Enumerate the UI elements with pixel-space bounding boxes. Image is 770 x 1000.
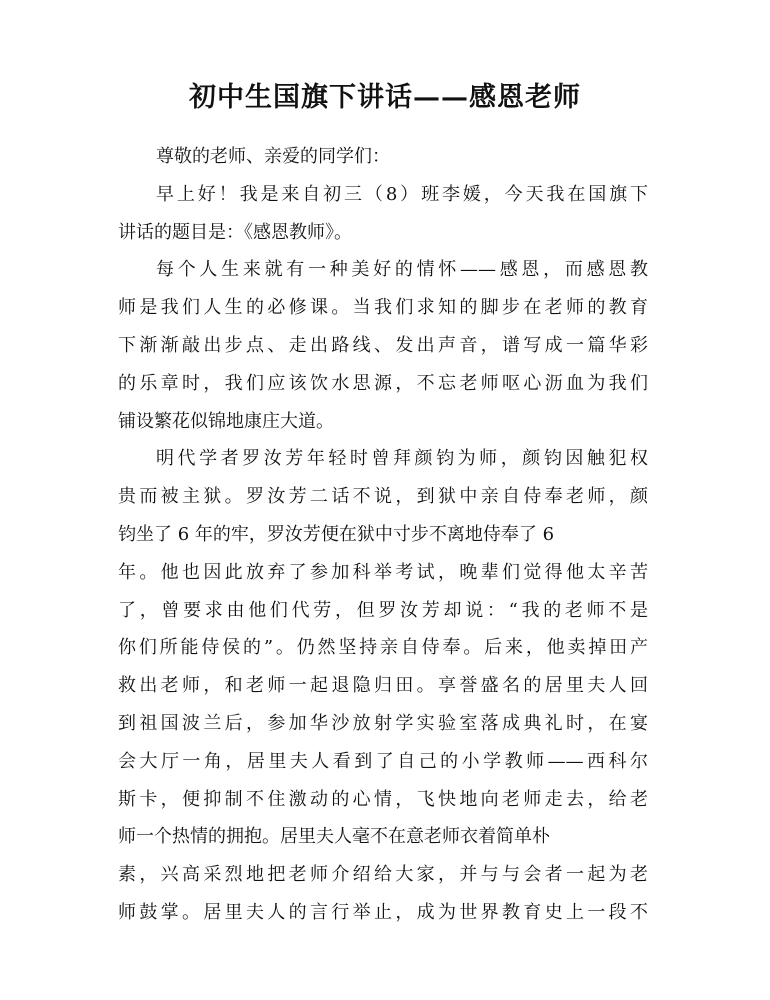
paragraph-line: 早上好！我是来自初三（8）班李媛，今天我在国旗下 xyxy=(156,183,648,205)
document-title: 初中生国旗下讲话——感恩老师 xyxy=(189,82,581,113)
paragraph-line: 铺设繁花似锦地康庄大道。 xyxy=(118,410,334,432)
paragraph-line: 讲话的题目是：《感恩教师》。 xyxy=(118,221,352,243)
paragraph-line: 每个人生来就有一种美好的情怀——感恩，而感恩教 xyxy=(156,259,648,281)
paragraph-line: 下渐渐敲出步点、走出路线、发出声音，谱写成一篇华彩 xyxy=(118,334,648,356)
paragraph-line: 会大厅一角，居里夫人看到了自己的小学教师——西科尔 xyxy=(118,750,648,772)
paragraph-line: 师一个热情的拥抱。居里夫人毫不在意老师衣着简单朴 xyxy=(118,826,550,848)
paragraph-line: 了，曾要求由他们代劳，但罗汝芳却说：“我的老师不是 xyxy=(118,599,648,621)
document-body xyxy=(118,138,648,932)
paragraph-line: 你们所能侍侯的”。仍然坚持亲自侍奉。后来，他卖掉田产 xyxy=(118,637,648,659)
paragraph-line: 贵而被主狱。罗汝芳二话不说，到狱中亲自侍奉老师，颜 xyxy=(118,486,648,508)
paragraph-line: 到祖国波兰后，参加华沙放射学实验室落成典礼时，在宴 xyxy=(118,712,648,734)
salutation-line: 尊敬的老师、亲爱的同学们： xyxy=(156,146,390,167)
paragraph-line: 钧坐了 6 年的牢，罗汝芳便在狱中寸步不离地侍奉了 6 xyxy=(118,523,555,545)
paragraph-line: 救出老师，和老师一起退隐归田。享誉盛名的居里夫人回 xyxy=(118,675,648,697)
paragraph-line: 素，兴高采烈地把老师介绍给大家，并与与会者一起为老 xyxy=(118,864,648,886)
paragraph-line: 明代学者罗汝芳年轻时曾拜颜钧为师，颜钧因触犯权 xyxy=(156,448,648,470)
paragraph-line: 师是我们人生的必修课。当我们求知的脚步在老师的教育 xyxy=(118,297,648,319)
paragraph-line: 年。他也因此放弃了参加科举考试，晚辈们觉得他太辛苦 xyxy=(118,561,648,583)
paragraph-line: 师鼓掌。居里夫人的言行举止，成为世界教育史上一段不 xyxy=(118,901,648,923)
paragraph-line: 的乐章时，我们应该饮水思源，不忘老师呕心沥血为我们 xyxy=(118,372,648,394)
paragraph-line: 斯卡，便抑制不住激动的心情，飞快地向老师走去，给老 xyxy=(118,788,648,810)
